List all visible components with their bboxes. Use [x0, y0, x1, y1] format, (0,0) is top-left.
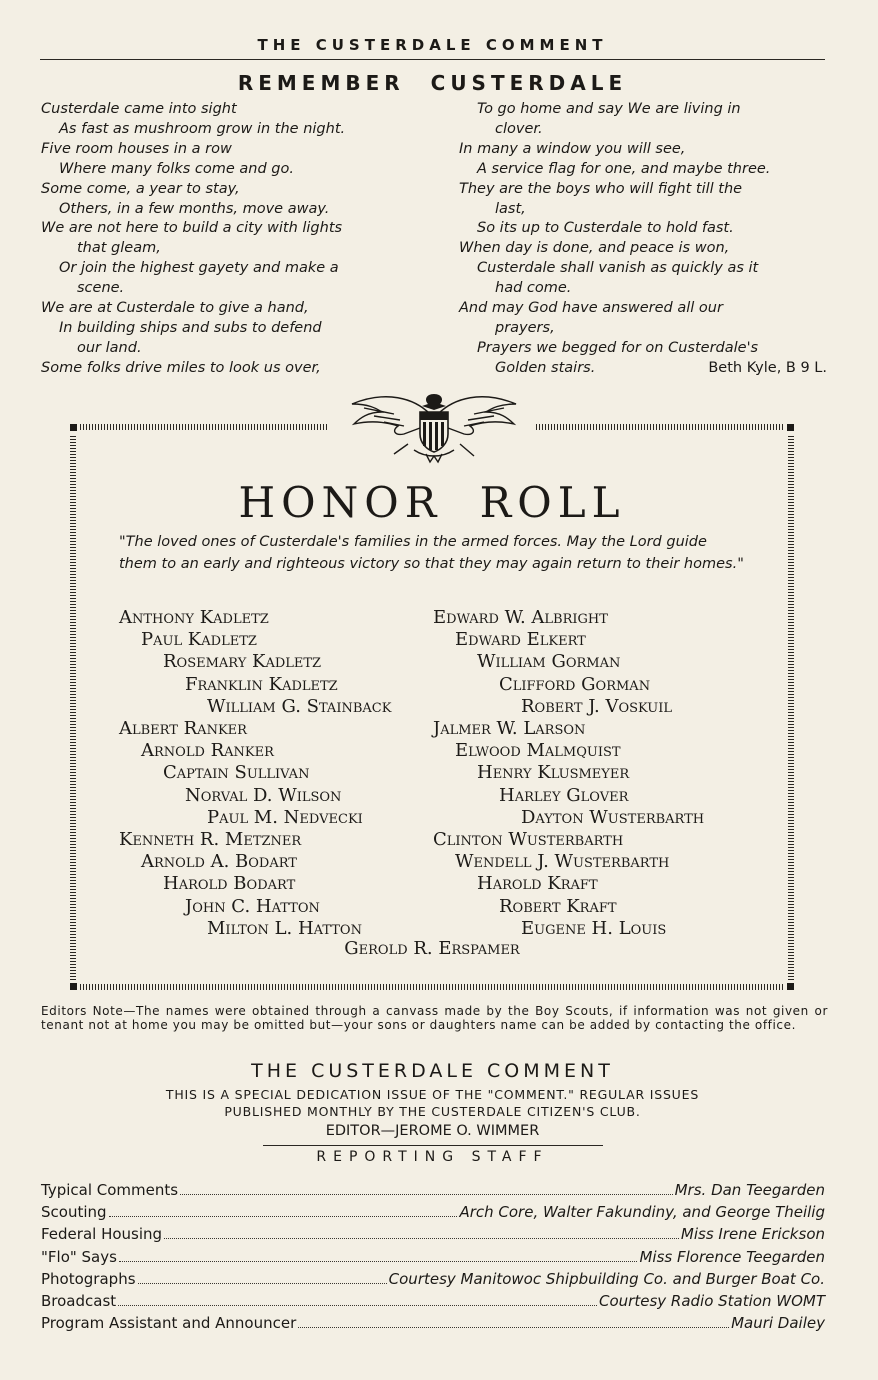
honor-roll-name: Jalmer W. Larson — [433, 718, 586, 740]
poem-line — [41, 239, 413, 259]
honor-roll-name: Norval D. Wilson — [185, 784, 342, 806]
staff-row — [41, 1268, 825, 1290]
masthead-line-1: THIS IS A SPECIAL DEDICATION ISSUE OF THE "COMMENT." REGULAR ISSUES — [165, 1087, 700, 1102]
poem-line — [459, 239, 827, 259]
poem-line-text: We are not here to build a city with lights — [41, 220, 343, 237]
poem-line — [459, 200, 827, 220]
poem-right-column — [459, 100, 827, 379]
honor-roll-name: Dayton Wusterbarth — [521, 806, 705, 828]
reporting-staff-heading: REPORTING STAFF — [316, 1149, 549, 1165]
frame-corner — [70, 983, 77, 990]
frame-top-right-border — [536, 424, 784, 430]
poem-line — [459, 219, 827, 239]
honor-roll-name: Harley Glover — [499, 784, 629, 806]
poem-line — [41, 359, 413, 379]
poem-line — [41, 299, 413, 319]
poem-line — [41, 279, 413, 299]
poem-author: Beth Kyle, B 9 L. — [708, 359, 827, 376]
honor-roll-name: Eugene H. Louis — [521, 917, 667, 939]
poem-line — [41, 219, 413, 239]
dot-leader — [109, 1216, 458, 1217]
poem-line — [459, 299, 827, 319]
page-header: THE CUSTERDALE COMMENT — [257, 36, 608, 54]
staff-row — [41, 1246, 825, 1268]
honor-roll-name: Harold Kraft — [477, 873, 598, 895]
poem-line-text: We are at Custerdale to give a hand, — [41, 300, 309, 317]
staff-name: Mrs. Dan Teegarden — [674, 1181, 825, 1199]
honor-roll-name: Captain Sullivan — [163, 762, 310, 784]
poem-line — [41, 339, 413, 359]
masthead — [40, 1060, 825, 1165]
honor-roll-name: John C. Hatton — [185, 895, 320, 917]
masthead-editor: EDITOR—JEROME O. WIMMER — [325, 1123, 540, 1139]
poem-line — [459, 120, 827, 140]
poem-title: REMEMBER CUSTERDALE — [237, 71, 628, 95]
dot-leader — [298, 1327, 729, 1328]
honor-roll-center-name: Gerold R. Erspamer — [344, 938, 520, 959]
staff-role: Scouting — [41, 1203, 107, 1222]
honor-roll-name: Milton L. Hatton — [207, 917, 362, 939]
poem-line-text: clover. — [495, 120, 543, 137]
poem-line — [41, 140, 413, 160]
honor-roll-name: Franklin Kadletz — [185, 673, 338, 695]
staff-row — [41, 1290, 825, 1312]
dot-leader — [180, 1194, 673, 1195]
frame-top-left-border — [80, 424, 328, 430]
staff-name: Mauri Dailey — [731, 1314, 825, 1333]
poem-line — [41, 259, 413, 279]
honor-roll-quote: "The loved ones of Custerdale's families in the armed forces. May the Lord guide them to an early and righteous victory so that they may again return to their homes." — [119, 534, 744, 572]
poem-line-text: last, — [495, 200, 526, 217]
dot-leader — [119, 1261, 638, 1262]
honor-roll-name: Arnold A. Bodart — [141, 851, 297, 873]
poem-line — [459, 359, 827, 379]
poem-line-text: In building ships and subs to defend — [59, 319, 322, 336]
poem-line — [459, 279, 827, 299]
poem-line-text: had come. — [495, 280, 572, 297]
honor-roll-name: William G. Stainback — [207, 695, 392, 717]
poem-line-text: Custerdale shall vanish as quickly as it — [477, 260, 759, 277]
frame-bottom-border — [80, 984, 784, 990]
staff-name: Miss Florence Teegarden — [639, 1247, 825, 1266]
editors-note: Editors Note—The names were obtained through a canvass made by the Boy Scouts, if information was not given or tenant not at home you may be omitted but—your sons or daughters name can be added by contacting the office. — [41, 1004, 828, 1033]
poem-line-text: Or join the highest gayety and make a — [59, 260, 339, 277]
honor-roll-name: Wendell J. Wusterbarth — [455, 851, 670, 873]
honor-roll-name: Kenneth R. Metzner — [119, 829, 302, 851]
staff-role: Federal Housing — [41, 1225, 163, 1244]
poem-line — [459, 180, 827, 200]
poem-line — [459, 140, 827, 160]
staff-name: Miss Irene Erickson — [680, 1225, 825, 1244]
poem-line-text: Some come, a year to stay, — [41, 180, 240, 197]
poem-line-text: As fast as mushroom grow in the night. — [59, 120, 346, 137]
staff-list — [41, 1179, 825, 1334]
poem-line-text: Golden stairs. — [495, 359, 596, 376]
poem-line-text: our land. — [77, 339, 142, 356]
poem-line — [459, 160, 827, 180]
staff-name: Courtesy Radio Station WOMT — [599, 1292, 825, 1311]
poem-line — [459, 319, 827, 339]
honor-roll-left-names — [119, 607, 391, 940]
staff-role: Photographs — [41, 1269, 136, 1288]
poem-line-text: Custerdale came into sight — [41, 101, 237, 117]
honor-roll-name: Paul Kadletz — [141, 629, 257, 651]
poem-line-text: To go home and say We are living in — [477, 101, 741, 117]
poem-line-text: Prayers we begged for on Custerdale's — [477, 339, 759, 356]
honor-roll-name: William Gorman — [477, 651, 621, 673]
honor-roll-name: Robert J. Voskuil — [521, 695, 673, 717]
staff-row — [41, 1201, 825, 1223]
poem-line — [459, 100, 827, 120]
poem-line-text: They are the boys who will fight till the — [459, 180, 743, 197]
staff-name: Courtesy Manitowoc Shipbuilding Co. and Burger Boat Co. — [388, 1269, 825, 1288]
honor-roll-name: Harold Bodart — [163, 873, 296, 895]
honor-roll-name: Clinton Wusterbarth — [433, 829, 624, 851]
honor-roll-title: HONOR ROLL — [238, 478, 626, 527]
honor-roll-name: Anthony Kadletz — [119, 607, 269, 628]
honor-roll-right-names — [433, 607, 704, 940]
poem-line — [41, 100, 413, 120]
honor-roll-name: Edward W. Albright — [433, 607, 608, 628]
staff-row — [41, 1312, 825, 1334]
poem-line — [459, 339, 827, 359]
poem-line-text: Some folks drive miles to look us over, — [41, 359, 321, 376]
poem-line-text: A service flag for one, and maybe three. — [477, 160, 771, 177]
honor-roll-name: Henry Klusmeyer — [477, 762, 630, 784]
masthead-line-2: PUBLISHED MONTHLY BY THE CUSTERDALE CITIZEN'S CLUB. — [224, 1104, 641, 1119]
honor-roll-name: Robert Kraft — [499, 895, 617, 917]
staff-role: Broadcast — [41, 1292, 117, 1311]
poem-line-text: And may God have answered all our — [459, 300, 723, 317]
staff-row — [41, 1179, 825, 1201]
poem-line — [41, 319, 413, 339]
honor-roll-name: Clifford Gorman — [499, 673, 651, 695]
poem-line-text: that gleam, — [77, 240, 161, 257]
poem-line-text: Where many folks come and go. — [59, 160, 294, 177]
frame-corner — [787, 424, 794, 431]
dot-leader — [118, 1305, 597, 1306]
dot-leader — [138, 1283, 387, 1284]
masthead-title: THE CUSTERDALE COMMENT — [251, 1060, 614, 1082]
dot-leader — [164, 1238, 679, 1239]
frame-corner — [787, 983, 794, 990]
staff-role: Typical Comments — [41, 1181, 179, 1199]
staff-role: "Flo" Says — [41, 1247, 117, 1266]
poem-line — [41, 180, 413, 200]
staff-row — [41, 1223, 825, 1245]
poem-line-text: scene. — [77, 280, 125, 297]
honor-roll-name: Edward Elkert — [455, 629, 586, 651]
honor-roll-name: Albert Ranker — [119, 718, 247, 740]
poem-line — [459, 259, 827, 279]
poem-line — [41, 120, 413, 140]
poem-line-text: In many a window you will see, — [459, 140, 686, 157]
honor-roll-name: Elwood Malmquist — [455, 740, 621, 762]
staff-role: Program Assistant and Announcer — [41, 1314, 297, 1333]
eagle-emblem-icon — [334, 384, 534, 466]
poem-line-text: prayers, — [495, 319, 555, 336]
poem-line-text: So its up to Custerdale to hold fast. — [477, 220, 734, 237]
poem-left-column — [41, 100, 413, 379]
poem-line-text: When day is done, and peace is won, — [459, 240, 730, 257]
honor-roll-name: Rosemary Kadletz — [163, 651, 322, 673]
honor-roll-name: Arnold Ranker — [141, 740, 274, 762]
poem-line — [41, 160, 413, 180]
honor-roll-name: Paul M. Nedvecki — [207, 806, 363, 828]
staff-name: Arch Core, Walter Fakundiny, and George Theilig — [459, 1203, 825, 1222]
poem-line-text: Five room houses in a row — [41, 140, 232, 157]
header-rule — [40, 59, 825, 60]
poem-line-text: Others, in a few months, move away. — [59, 200, 330, 217]
masthead-rule — [263, 1145, 603, 1146]
poem-line — [41, 200, 413, 220]
frame-corner — [70, 424, 77, 431]
